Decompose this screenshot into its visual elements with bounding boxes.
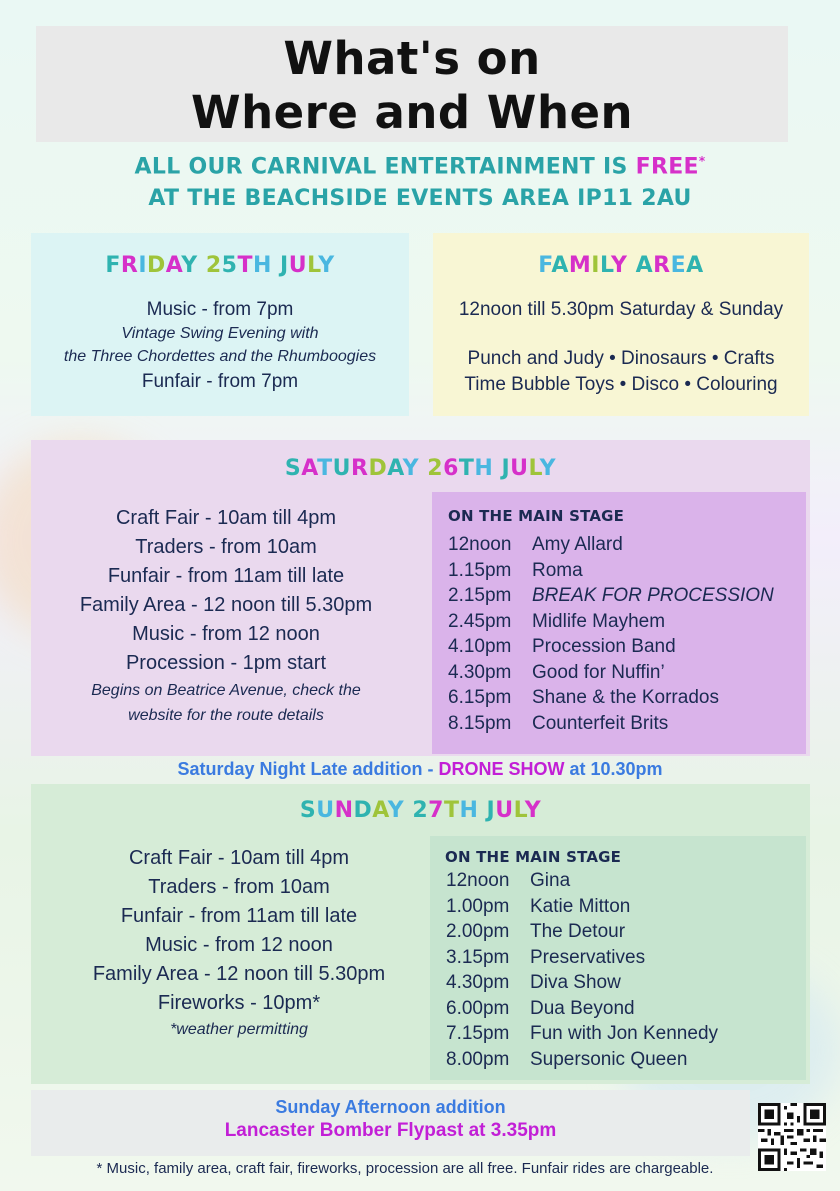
stage-time: 2.45pm (448, 610, 512, 632)
sunday-line: Fireworks - 10pm* (157, 992, 321, 1014)
stage-time: 6.00pm (446, 997, 510, 1019)
sunday-details (36, 844, 442, 1042)
flypast-label: Lancaster Bomber Flypast at 3.35pm (224, 1120, 557, 1141)
page-title-line2: Where and When (190, 86, 634, 139)
subtitle-text: ALL OUR CARNIVAL ENTERTAINMENT IS (134, 154, 636, 180)
stage-time: 6.15pm (448, 687, 512, 708)
stage-time: 4.10pm (448, 636, 512, 657)
family-area-details (433, 297, 809, 398)
stage-row (448, 711, 774, 737)
sunday-line: Family Area - 12 noon till 5.30pm (92, 963, 386, 985)
friday-line: Music - from 7pm (146, 299, 294, 320)
subtitle-line2: AT THE BEACHSIDE EVENTS AREA IP11 2AU (148, 186, 692, 211)
stage-act: Katie Mitton (530, 895, 631, 917)
free-asterisk: * (698, 154, 706, 168)
stage-row (446, 1047, 718, 1073)
stage-time: 8.15pm (448, 712, 512, 734)
stage-row (446, 868, 718, 894)
stage-time: 8.00pm (446, 1048, 510, 1070)
free-label: FREE (635, 154, 699, 180)
stage-row (446, 996, 718, 1022)
saturday-heading: SATURDAY 26TH JULY (284, 456, 557, 481)
saturday-line: Craft Fair - 10am till 4pm (115, 507, 337, 529)
stage-time: 2.00pm (446, 921, 510, 942)
stage-time: 3.15pm (446, 946, 510, 968)
sunday-stage-list (446, 868, 718, 1072)
stage-time: 12noon (446, 870, 510, 891)
stage-row (446, 919, 718, 945)
procession-note: Begins on Beatrice Avenue, check the (91, 682, 361, 699)
stage-act: Shane & the Korrados (532, 687, 719, 708)
stage-act: Fun with Jon Kennedy (530, 1023, 719, 1044)
friday-line: Funfair - from 7pm (141, 371, 299, 392)
family-area-activities: Punch and Judy • Dinosaurs • Crafts (467, 348, 775, 369)
friday-line: Vintage Swing Evening with (121, 325, 319, 342)
stage-row (446, 1021, 718, 1047)
subtitle-line1 (0, 154, 840, 179)
sunday-line: Funfair - from 11am till late (120, 905, 358, 927)
sunday-line: Traders - from 10am (148, 876, 330, 898)
saturday-line: Music - from 12 noon (132, 623, 320, 645)
stage-row (448, 583, 774, 609)
drone-show-banner (0, 759, 840, 780)
stage-act: Good for Nuffin’ (532, 661, 665, 683)
stage-act: Procession Band (532, 636, 676, 657)
family-area-times: 12noon till 5.30pm Saturday & Sunday (458, 299, 784, 320)
stage-time: 4.30pm (446, 972, 510, 993)
saturday-line: Traders - from 10am (135, 536, 317, 558)
friday-details (31, 297, 409, 395)
stage-act: Counterfeit Brits (532, 712, 669, 734)
stage-act: Dua Beyond (530, 997, 635, 1019)
stage-row (448, 660, 774, 686)
family-area-activities: Time Bubble Toys • Disco • Colouring (464, 374, 778, 395)
stage-row (448, 532, 774, 558)
title-banner (36, 26, 788, 142)
friday-line: the Three Chordettes and the Rhumboogies (63, 348, 377, 365)
sunday-stage-title: ON THE MAIN STAGE (445, 848, 622, 866)
sunday-line: Craft Fair - 10am till 4pm (128, 847, 350, 869)
family-area-heading: FAMILY AREA (538, 253, 704, 278)
stage-row (446, 970, 718, 996)
stage-act: Supersonic Queen (530, 1048, 688, 1070)
sunday-heading: SUNDAY 27TH JULY (299, 798, 542, 823)
procession-note: website for the route details (128, 707, 324, 724)
late-addition-label: Saturday Night Late addition - (177, 759, 439, 779)
sunday-line: Music - from 12 noon (145, 934, 333, 956)
stage-act: Amy Allard (532, 534, 623, 555)
weather-note: *weather permitting (170, 1021, 308, 1038)
saturday-line: Procession - 1pm start (125, 652, 327, 674)
saturday-stage-list (448, 532, 774, 736)
page-title-line1: What's on (283, 32, 541, 85)
stage-act: Roma (532, 559, 583, 581)
saturday-line: Family Area - 12 noon till 5.30pm (79, 594, 373, 616)
saturday-line: Funfair - from 11am till late (107, 565, 345, 587)
stage-row (448, 634, 774, 660)
stage-act: Gina (530, 870, 571, 891)
stage-act: Diva Show (530, 972, 621, 993)
stage-time: 1.00pm (446, 895, 510, 917)
stage-row (448, 609, 774, 635)
drone-show-label: DRONE SHOW (438, 759, 565, 779)
stage-time: 4.30pm (448, 661, 512, 683)
stage-row (448, 558, 774, 584)
stage-act: BREAK FOR PROCESSION (532, 585, 774, 606)
drone-show-time: at 10.30pm (564, 759, 663, 779)
stage-row (448, 685, 774, 711)
stage-time: 1.15pm (448, 559, 512, 581)
stage-time: 2.15pm (448, 585, 512, 606)
stage-act: Midlife Mayhem (532, 610, 666, 632)
stage-time: 12noon (448, 534, 512, 555)
sunday-addition-label: Sunday Afternoon addition (275, 1097, 506, 1117)
stage-act: Preservatives (530, 946, 646, 968)
saturday-stage-title: ON THE MAIN STAGE (448, 507, 625, 525)
stage-row (446, 945, 718, 971)
friday-heading: FRIDAY 25TH JULY (105, 253, 335, 278)
stage-time: 7.15pm (446, 1023, 510, 1044)
saturday-details (36, 504, 416, 728)
stage-act: The Detour (530, 921, 626, 942)
stage-row (446, 894, 718, 920)
footnote: * Music, family area, craft fair, fireworks, procession are all free. Funfair rides are chargeable. (96, 1160, 714, 1177)
